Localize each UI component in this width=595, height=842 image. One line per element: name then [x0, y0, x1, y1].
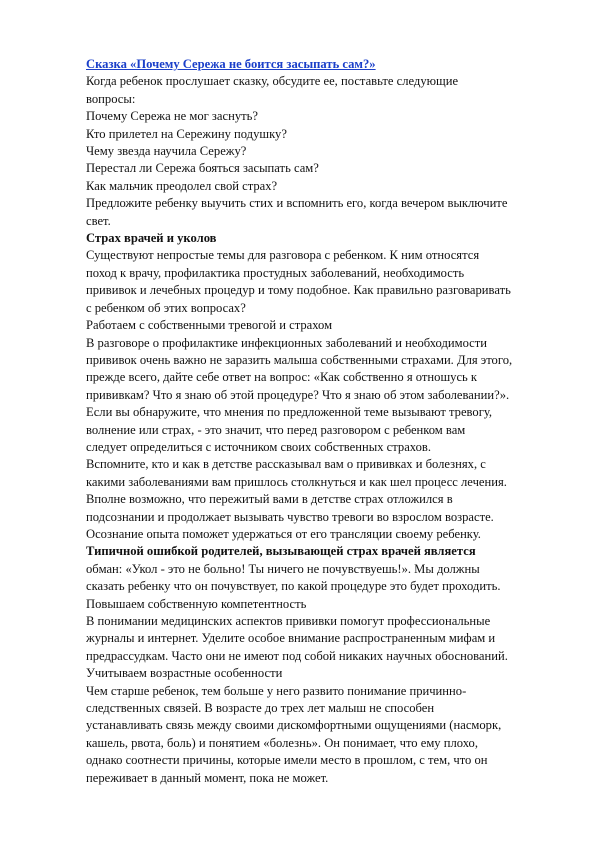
- text-line: кашель, рвота, боль) и понятием «болезнь». Он понимает, что ему плохо,: [86, 735, 478, 750]
- text-line: Работаем с собственными тревогой и страхом: [86, 318, 333, 333]
- text-line: прежде всего, дайте себе ответ на вопрос: «Как собственно я отношусь к: [86, 370, 478, 385]
- document-title-link[interactable]: Сказка «Почему Сережа не боится засыпать сам?»: [86, 57, 376, 71]
- text-line: волнение или страх, - это значит, что перед разговором с ребенком вам: [86, 422, 466, 437]
- text-line: Как мальчик преодолел свой страх?: [86, 178, 278, 193]
- text-line: какими заболеваниями вам пришлось столкнуться и как шел процесс лечения.: [86, 474, 507, 489]
- text-line: переживает в данный момент, пока не может.: [86, 770, 329, 785]
- text-line: Кто прилетел на Сережину подушку?: [86, 126, 287, 141]
- text-line: Вполне возможно, что пережитый вами в детстве страх отложился в: [86, 492, 453, 507]
- text-line: подсознании и продолжает вызывать чувство тревоги во взрослом возрасте.: [86, 509, 494, 524]
- text-line: следует определиться с источником своих собственных страхов.: [86, 439, 431, 454]
- text-line: Предложите ребенку выучить стих и вспомнить его, когда вечером выключите: [86, 196, 508, 211]
- text-line: Существуют непростые темы для разговора с ребенком. К ним относятся: [86, 248, 480, 263]
- text-line: Чему звезда научила Сережу?: [86, 144, 247, 159]
- text-line: однако соотнести причины, которые имели место в прошлом, с тем, что он: [86, 753, 488, 768]
- text-line: прививок очень важно не заразить малыша собственными страхами. Для этого,: [86, 352, 513, 367]
- text-line: В понимании медицинских аспектов прививки помогут профессиональные: [86, 614, 491, 628]
- text-line: Повышаем собственную компетентность: [86, 596, 307, 611]
- text-line: вопросы:: [86, 91, 136, 106]
- text-line: В разговоре о профилактике инфекционных заболеваний и необходимости: [86, 335, 488, 350]
- section-heading-line: Страх врачей и уколов: [86, 231, 217, 246]
- text-line: поход к врачу, профилактика простудных заболеваний, необходимость: [86, 265, 465, 280]
- text-line: Когда ребенок прослушает сказку, обсудите ее, поставьте следующие: [86, 74, 459, 89]
- text-line: Осознание опыта поможет удержаться от его трансляции своему ребенку.: [86, 526, 481, 541]
- text-line: прививкам? Что я знаю об этой процедуре? Что я знаю об этом заболевании?».: [86, 387, 510, 402]
- text-line: прививок и лечебных процедур и тому подобное. Как правильно разговаривать: [86, 283, 511, 298]
- text-line: обман: «Укол - это не больно! Ты ничего не почувствуешь!». Мы должны: [86, 561, 480, 576]
- text-line: сказать ребенку что он почувствует, по какой процедуре это будет проходить.: [86, 579, 501, 594]
- text-line: Учитываем возрастные особенности: [86, 666, 283, 681]
- document-body: [86, 73, 555, 787]
- text-line: Чем старше ребенок, тем больше у него развито понимание причинно-: [86, 683, 467, 698]
- text-line: с ребенком об этих вопросах?: [86, 300, 246, 315]
- text-line: свет.: [86, 213, 111, 228]
- text-line: Почему Сережа не мог заснуть?: [86, 109, 258, 124]
- text-line: предрассудкам. Часто они не имеют под собой никаких научных обоснований.: [86, 648, 508, 663]
- text-line: устанавливать связь между своими дискомфортными ощущениями (насморк,: [86, 718, 502, 733]
- text-line: журналы и интернет. Уделите особое внимание распространенным мифам и: [86, 631, 496, 646]
- section-heading-line: Типичной ошибкой родителей, вызывающей страх врачей является: [86, 544, 476, 559]
- text-line: Вспомните, кто и как в детстве рассказывал вам о прививках и болезнях, с: [86, 457, 486, 472]
- text-line: следственных связей. В возрасте до трех лет малыш не способен: [86, 701, 435, 716]
- text-line: Если вы обнаружите, что мнения по предложенной теме вызывают тревогу,: [86, 405, 493, 420]
- text-line: Перестал ли Сережа бояться засыпать сам?: [86, 161, 319, 176]
